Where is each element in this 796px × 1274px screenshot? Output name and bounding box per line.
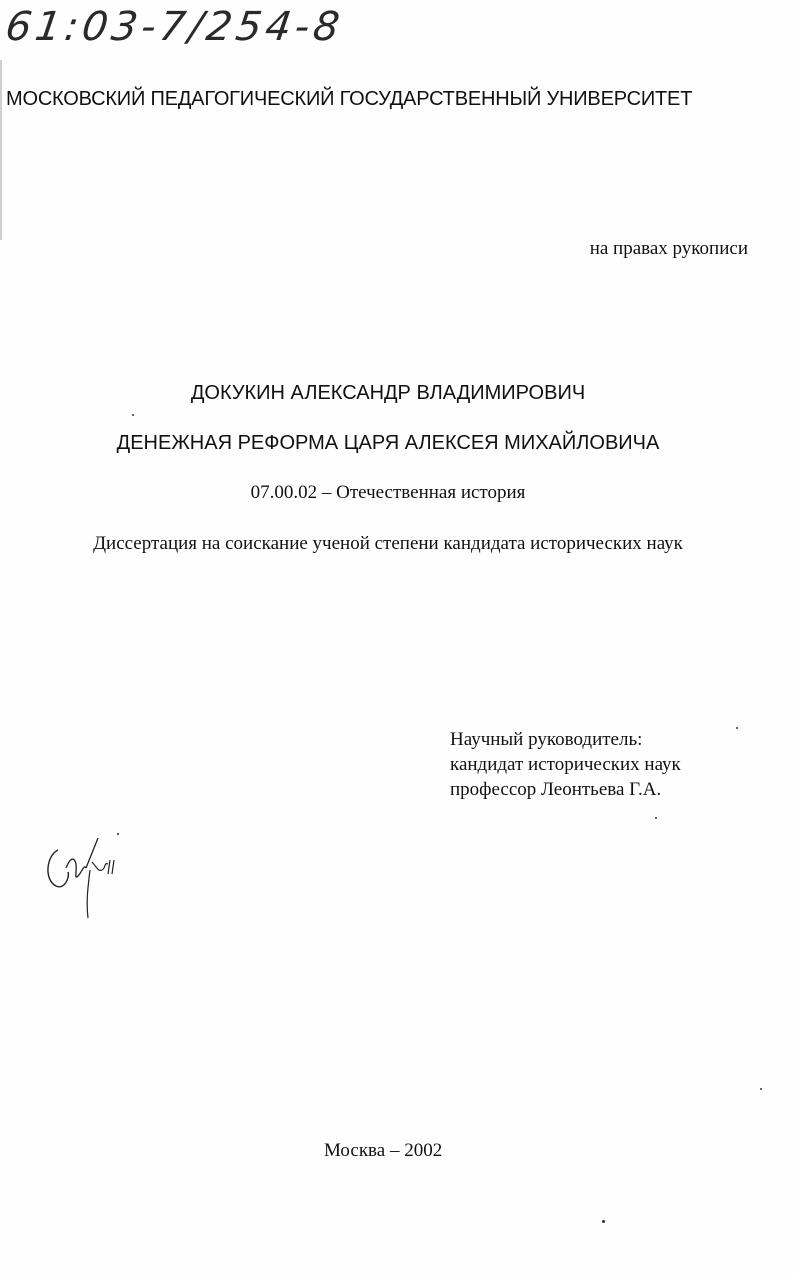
supervisor-name: профессор Леонтьева Г.А. [450, 779, 662, 800]
scan-speck [736, 727, 738, 729]
handwritten-archive-code: 61:03-7/254-8 [2, 4, 347, 50]
supervisor-heading: Научный руководитель: [450, 729, 643, 750]
author-name: ДОКУКИН АЛЕКСАНДР ВЛАДИМИРОВИЧ [190, 382, 586, 404]
degree-statement: Диссертация на соискание ученой степени кандидата исторических наук [93, 533, 683, 554]
scan-speck [655, 817, 657, 819]
university-name: МОСКОВСКИЙ ПЕДАГОГИЧЕСКИЙ ГОСУДАРСТВЕННЫЙ УНИВЕРСИТЕТ [6, 88, 693, 110]
scan-speck [602, 1220, 605, 1223]
specialty-code: 07.00.02 – Отечественная история [250, 482, 526, 503]
scan-speck [132, 414, 134, 416]
scan-speck [760, 1088, 762, 1090]
supervisor-block [450, 727, 681, 802]
city-and-year: Москва – 2002 [324, 1140, 443, 1161]
scan-edge-line [0, 60, 2, 240]
handwritten-signature [40, 828, 130, 923]
manuscript-rights-note: на правах рукописи [589, 238, 748, 259]
supervisor-degree: кандидат исторических наук [450, 754, 681, 775]
dissertation-title: ДЕНЕЖНАЯ РЕФОРМА ЦАРЯ АЛЕКСЕЯ МИХАЙЛОВИЧА [116, 432, 660, 454]
